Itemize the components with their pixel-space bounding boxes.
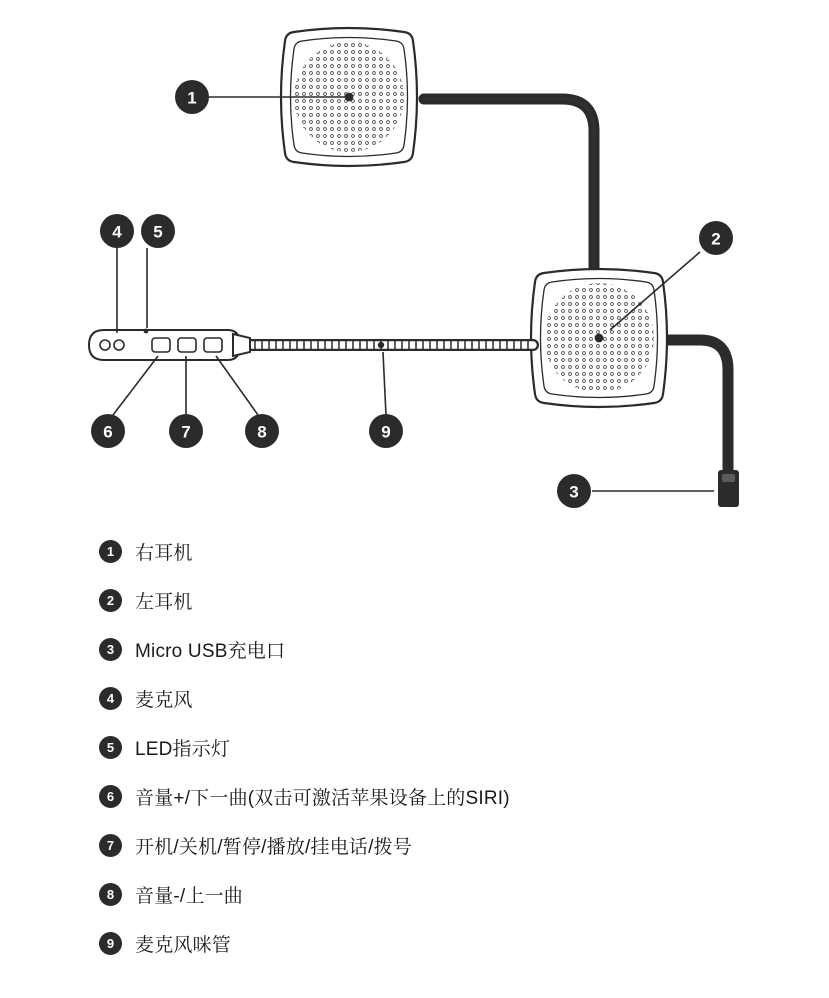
legend-item-4: [0, 674, 829, 723]
callout-6: [91, 414, 125, 448]
callout-4-label: 4: [112, 222, 122, 242]
volume-down-previous-track-button: [204, 338, 222, 352]
legend-bullet-2: 2: [99, 589, 122, 612]
legend-item-1: [0, 527, 829, 576]
legend-label-2: 左耳机: [135, 592, 193, 613]
legend-bullet-5: 5: [99, 736, 122, 759]
legend-label-9: 麦克风咪管: [135, 935, 232, 956]
legend-item-7: [0, 821, 829, 870]
legend-bullet-6: 6: [99, 785, 122, 808]
callout-9: [369, 414, 403, 448]
legend-bullet-7: 7: [99, 834, 122, 857]
cable-lower: [666, 340, 728, 472]
callout-7-label: 7: [181, 422, 191, 442]
legend-label-6: 音量+/下一曲(双击可激活苹果设备上的SIRI): [135, 788, 510, 809]
callout-2-label: 2: [711, 229, 721, 249]
led-indicator: [144, 329, 149, 334]
callout-1-label: 1: [187, 88, 197, 108]
legend-item-8: [0, 870, 829, 919]
legend-bullet-1: 1: [99, 540, 122, 563]
legend-label-3: Micro USB充电口: [135, 641, 286, 662]
callout-2: [699, 221, 733, 255]
legend-label-5: LED指示灯: [135, 739, 231, 760]
callout-8-label: 8: [257, 422, 267, 442]
legend-item-6: [0, 772, 829, 821]
legend-bullet-4: 4: [99, 687, 122, 710]
callout-3-label: 3: [569, 482, 579, 502]
cable-upper: [424, 99, 594, 282]
legend-bullet-3: 3: [99, 638, 122, 661]
micro-usb-connector: [718, 470, 739, 507]
legend-label-8: 音量-/上一曲: [135, 886, 244, 907]
volume-up-next-track-button: [152, 338, 170, 352]
callout-5-label: 5: [153, 222, 163, 242]
callout-7: [169, 414, 203, 448]
callout-4: [100, 214, 134, 248]
legend-item-9: [0, 919, 829, 968]
legend-item-2: [0, 576, 829, 625]
callout-8: [245, 414, 279, 448]
legend-bullet-8: 8: [99, 883, 122, 906]
callout-5: [141, 214, 175, 248]
control-module: [89, 329, 250, 360]
callout-1: [175, 80, 209, 114]
legend-item-5: [0, 723, 829, 772]
legend-list: [0, 527, 829, 968]
left-earphone: [531, 269, 667, 407]
power-play-pause-call-button: [178, 338, 196, 352]
legend-label-7: 开机/关机/暂停/播放/挂电话/拨号: [135, 837, 412, 858]
microphone-boom: [249, 340, 533, 350]
callout-9-label: 9: [381, 422, 391, 442]
legend-bullet-9: 9: [99, 932, 122, 955]
callout-6-label: 6: [103, 422, 113, 442]
legend-label-4: 麦克风: [135, 690, 193, 711]
callout-3: [557, 474, 591, 508]
legend-item-3: [0, 625, 829, 674]
legend-label-1: 右耳机: [135, 543, 193, 564]
